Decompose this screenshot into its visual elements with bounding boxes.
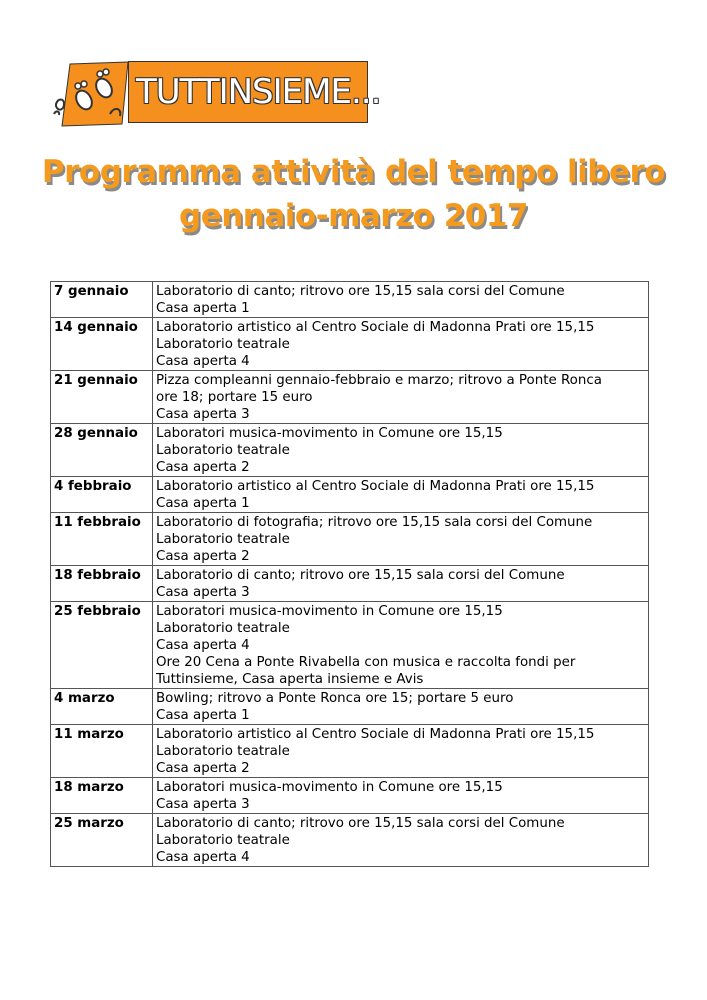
activity-line: Casa aperta 4 <box>156 850 250 865</box>
schedule-activities <box>153 602 649 689</box>
activity-line: Casa aperta 2 <box>156 460 250 475</box>
activity-line: Pizza compleanni gennaio-febbraio e marzo; ritrovo a Ponte Ronca <box>156 373 602 388</box>
activity-line: Casa aperta 3 <box>156 407 250 422</box>
schedule-activities <box>153 318 649 371</box>
schedule-activities <box>153 814 649 867</box>
activity-line: Laboratori musica-movimento in Comune ore 15,15 <box>156 604 503 619</box>
activity-line: Laboratorio teatrale <box>156 337 290 352</box>
table-row <box>51 725 649 778</box>
footprints-flag-icon <box>48 58 130 130</box>
activity-line: Laboratorio artistico al Centro Sociale di Madonna Prati ore 15,15 <box>156 727 595 742</box>
activity-line: Casa aperta 1 <box>156 301 250 316</box>
table-row <box>51 424 649 477</box>
schedule-activities <box>153 725 649 778</box>
schedule-date: 18 febbraio <box>51 566 153 602</box>
activity-line: Laboratorio teatrale <box>156 532 290 547</box>
activity-line: Laboratorio teatrale <box>156 833 290 848</box>
table-row <box>51 778 649 814</box>
schedule-date: 25 febbraio <box>51 602 153 689</box>
table-row <box>51 282 649 318</box>
schedule-body <box>51 282 649 867</box>
table-row <box>51 513 649 566</box>
activity-line: Laboratorio teatrale <box>156 621 290 636</box>
title-line-1: Programma attività del tempo libero <box>41 154 666 190</box>
table-row <box>51 602 649 689</box>
schedule-date: 21 gennaio <box>51 371 153 424</box>
schedule-activities <box>153 477 649 513</box>
schedule-date: 25 marzo <box>51 814 153 867</box>
schedule-activities <box>153 424 649 477</box>
activity-line: Laboratori musica-movimento in Comune ore 15,15 <box>156 780 503 795</box>
schedule-table <box>50 281 649 867</box>
schedule-date: 11 marzo <box>51 725 153 778</box>
activity-line: Laboratorio artistico al Centro Sociale di Madonna Prati ore 15,15 <box>156 479 595 494</box>
activity-line: Laboratorio teatrale <box>156 443 290 458</box>
schedule-date: 4 marzo <box>51 689 153 725</box>
schedule-date: 7 gennaio <box>51 282 153 318</box>
schedule-activities <box>153 778 649 814</box>
activity-line: Laboratorio di canto; ritrovo ore 15,15 sala corsi del Comune <box>156 568 565 583</box>
table-row <box>51 814 649 867</box>
activity-line: Casa aperta 2 <box>156 549 250 564</box>
table-row <box>51 318 649 371</box>
activity-line: Laboratorio di canto; ritrovo ore 15,15 sala corsi del Comune <box>156 816 565 831</box>
schedule-date: 18 marzo <box>51 778 153 814</box>
schedule-activities <box>153 689 649 725</box>
activity-line: Casa aperta 4 <box>156 354 250 369</box>
logo-text: TUTTINSIEME... <box>136 72 381 112</box>
logo <box>48 58 381 130</box>
table-row <box>51 689 649 725</box>
activity-line: Casa aperta 1 <box>156 708 250 723</box>
logo-banner <box>128 61 381 123</box>
activity-line: Laboratorio di fotografia; ritrovo ore 15,15 sala corsi del Comune <box>156 515 593 530</box>
page-title <box>0 150 707 238</box>
activity-line: Ore 20 Cena a Ponte Rivabella con musica e raccolta fondi per <box>156 655 576 670</box>
activity-line: Bowling; ritrovo a Ponte Ronca ore 15; portare 5 euro <box>156 691 514 706</box>
schedule-activities <box>153 566 649 602</box>
activity-line: ore 18; portare 15 euro <box>156 390 313 405</box>
activity-line: Casa aperta 3 <box>156 585 250 600</box>
schedule-activities <box>153 513 649 566</box>
activity-line: Laboratori musica-movimento in Comune ore 15,15 <box>156 426 503 441</box>
activity-line: Casa aperta 2 <box>156 761 250 776</box>
table-row <box>51 371 649 424</box>
activity-line: Casa aperta 4 <box>156 638 250 653</box>
schedule-date: 11 febbraio <box>51 513 153 566</box>
activity-line: Laboratorio artistico al Centro Sociale di Madonna Prati ore 15,15 <box>156 320 595 335</box>
activity-line: Laboratorio di canto; ritrovo ore 15,15 sala corsi del Comune <box>156 284 565 299</box>
table-row <box>51 566 649 602</box>
schedule-date: 4 febbraio <box>51 477 153 513</box>
activity-line: Tuttinsieme, Casa aperta insieme e Avis <box>156 672 424 687</box>
schedule-date: 28 gennaio <box>51 424 153 477</box>
schedule-activities <box>153 282 649 318</box>
activity-line: Laboratorio teatrale <box>156 744 290 759</box>
activity-line: Casa aperta 3 <box>156 797 250 812</box>
schedule-activities <box>153 371 649 424</box>
activity-line: Casa aperta 1 <box>156 496 250 511</box>
table-row <box>51 477 649 513</box>
schedule-date: 14 gennaio <box>51 318 153 371</box>
title-line-2: gennaio-marzo 2017 <box>179 198 528 234</box>
